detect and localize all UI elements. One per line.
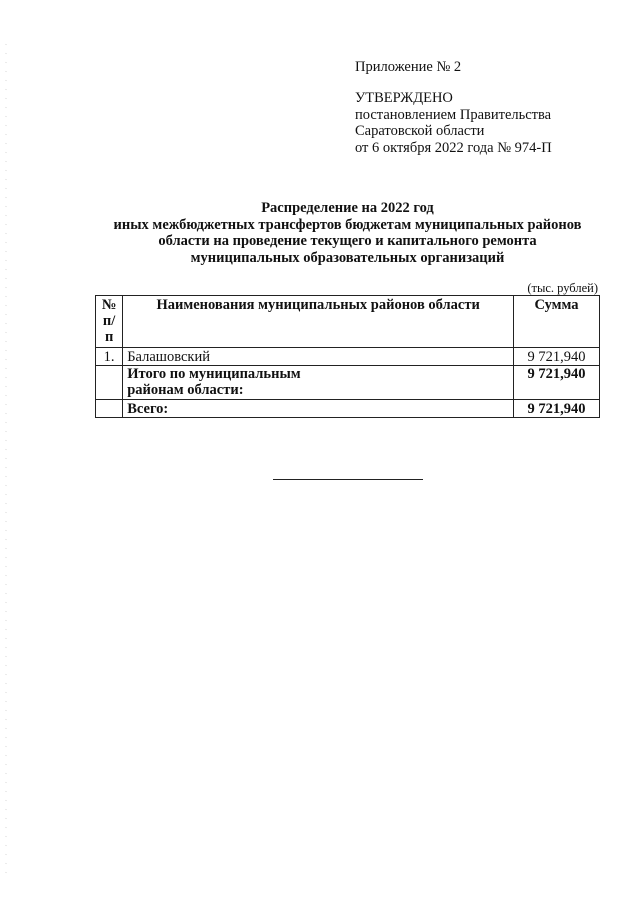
- header-name: Наименования муниципальных районов области: [123, 296, 514, 348]
- title-line-3: области на проведение текущего и капитального ремонта: [158, 233, 537, 249]
- appendix-label: Приложение № 2: [355, 59, 462, 75]
- title-line-1: Распределение на 2022 год: [261, 200, 434, 216]
- total-label: Всего:: [123, 400, 514, 418]
- approval-line-3: Саратовской области: [355, 123, 485, 139]
- units-note: (тыс. рублей): [527, 281, 598, 295]
- total-num-cell: [96, 400, 123, 418]
- scan-edge-dots: [5, 40, 7, 880]
- header-num-line-2: п/п: [102, 313, 116, 345]
- subtotal-num-cell: [96, 366, 123, 400]
- title-line-4: муниципальных образовательных организаций: [190, 249, 505, 266]
- header-num-line-1: №: [101, 297, 117, 313]
- row-sum: 9 721,940: [514, 348, 600, 366]
- approval-line-4: от 6 октября 2022 года № 974-П: [355, 139, 552, 156]
- approval-block: [355, 90, 552, 156]
- table-header-row: [96, 296, 600, 348]
- title-line-2: иных межбюджетных трансфертов бюджетам муниципальных районов: [113, 216, 582, 233]
- subtotal-row: [96, 366, 600, 400]
- closing-divider: [273, 479, 423, 480]
- row-num: 1.: [96, 348, 123, 366]
- total-row: [96, 400, 600, 418]
- subtotal-label-line-1: Итого по муниципальным: [127, 366, 301, 382]
- distribution-table: [95, 295, 600, 418]
- table-row: [96, 348, 600, 366]
- row-district-name: Балашовский: [123, 348, 514, 366]
- approval-line-2: постановлением Правительства: [355, 106, 552, 123]
- subtotal-sum: 9 721,940: [514, 366, 600, 400]
- approval-line-1: УТВЕРЖДЕНО: [355, 90, 453, 106]
- header-num: [96, 296, 123, 348]
- header-sum: Сумма: [514, 296, 600, 348]
- subtotal-label-line-2: районам области:: [127, 382, 244, 398]
- document-title: [95, 200, 600, 266]
- total-sum: 9 721,940: [514, 400, 600, 418]
- subtotal-label: [123, 366, 514, 400]
